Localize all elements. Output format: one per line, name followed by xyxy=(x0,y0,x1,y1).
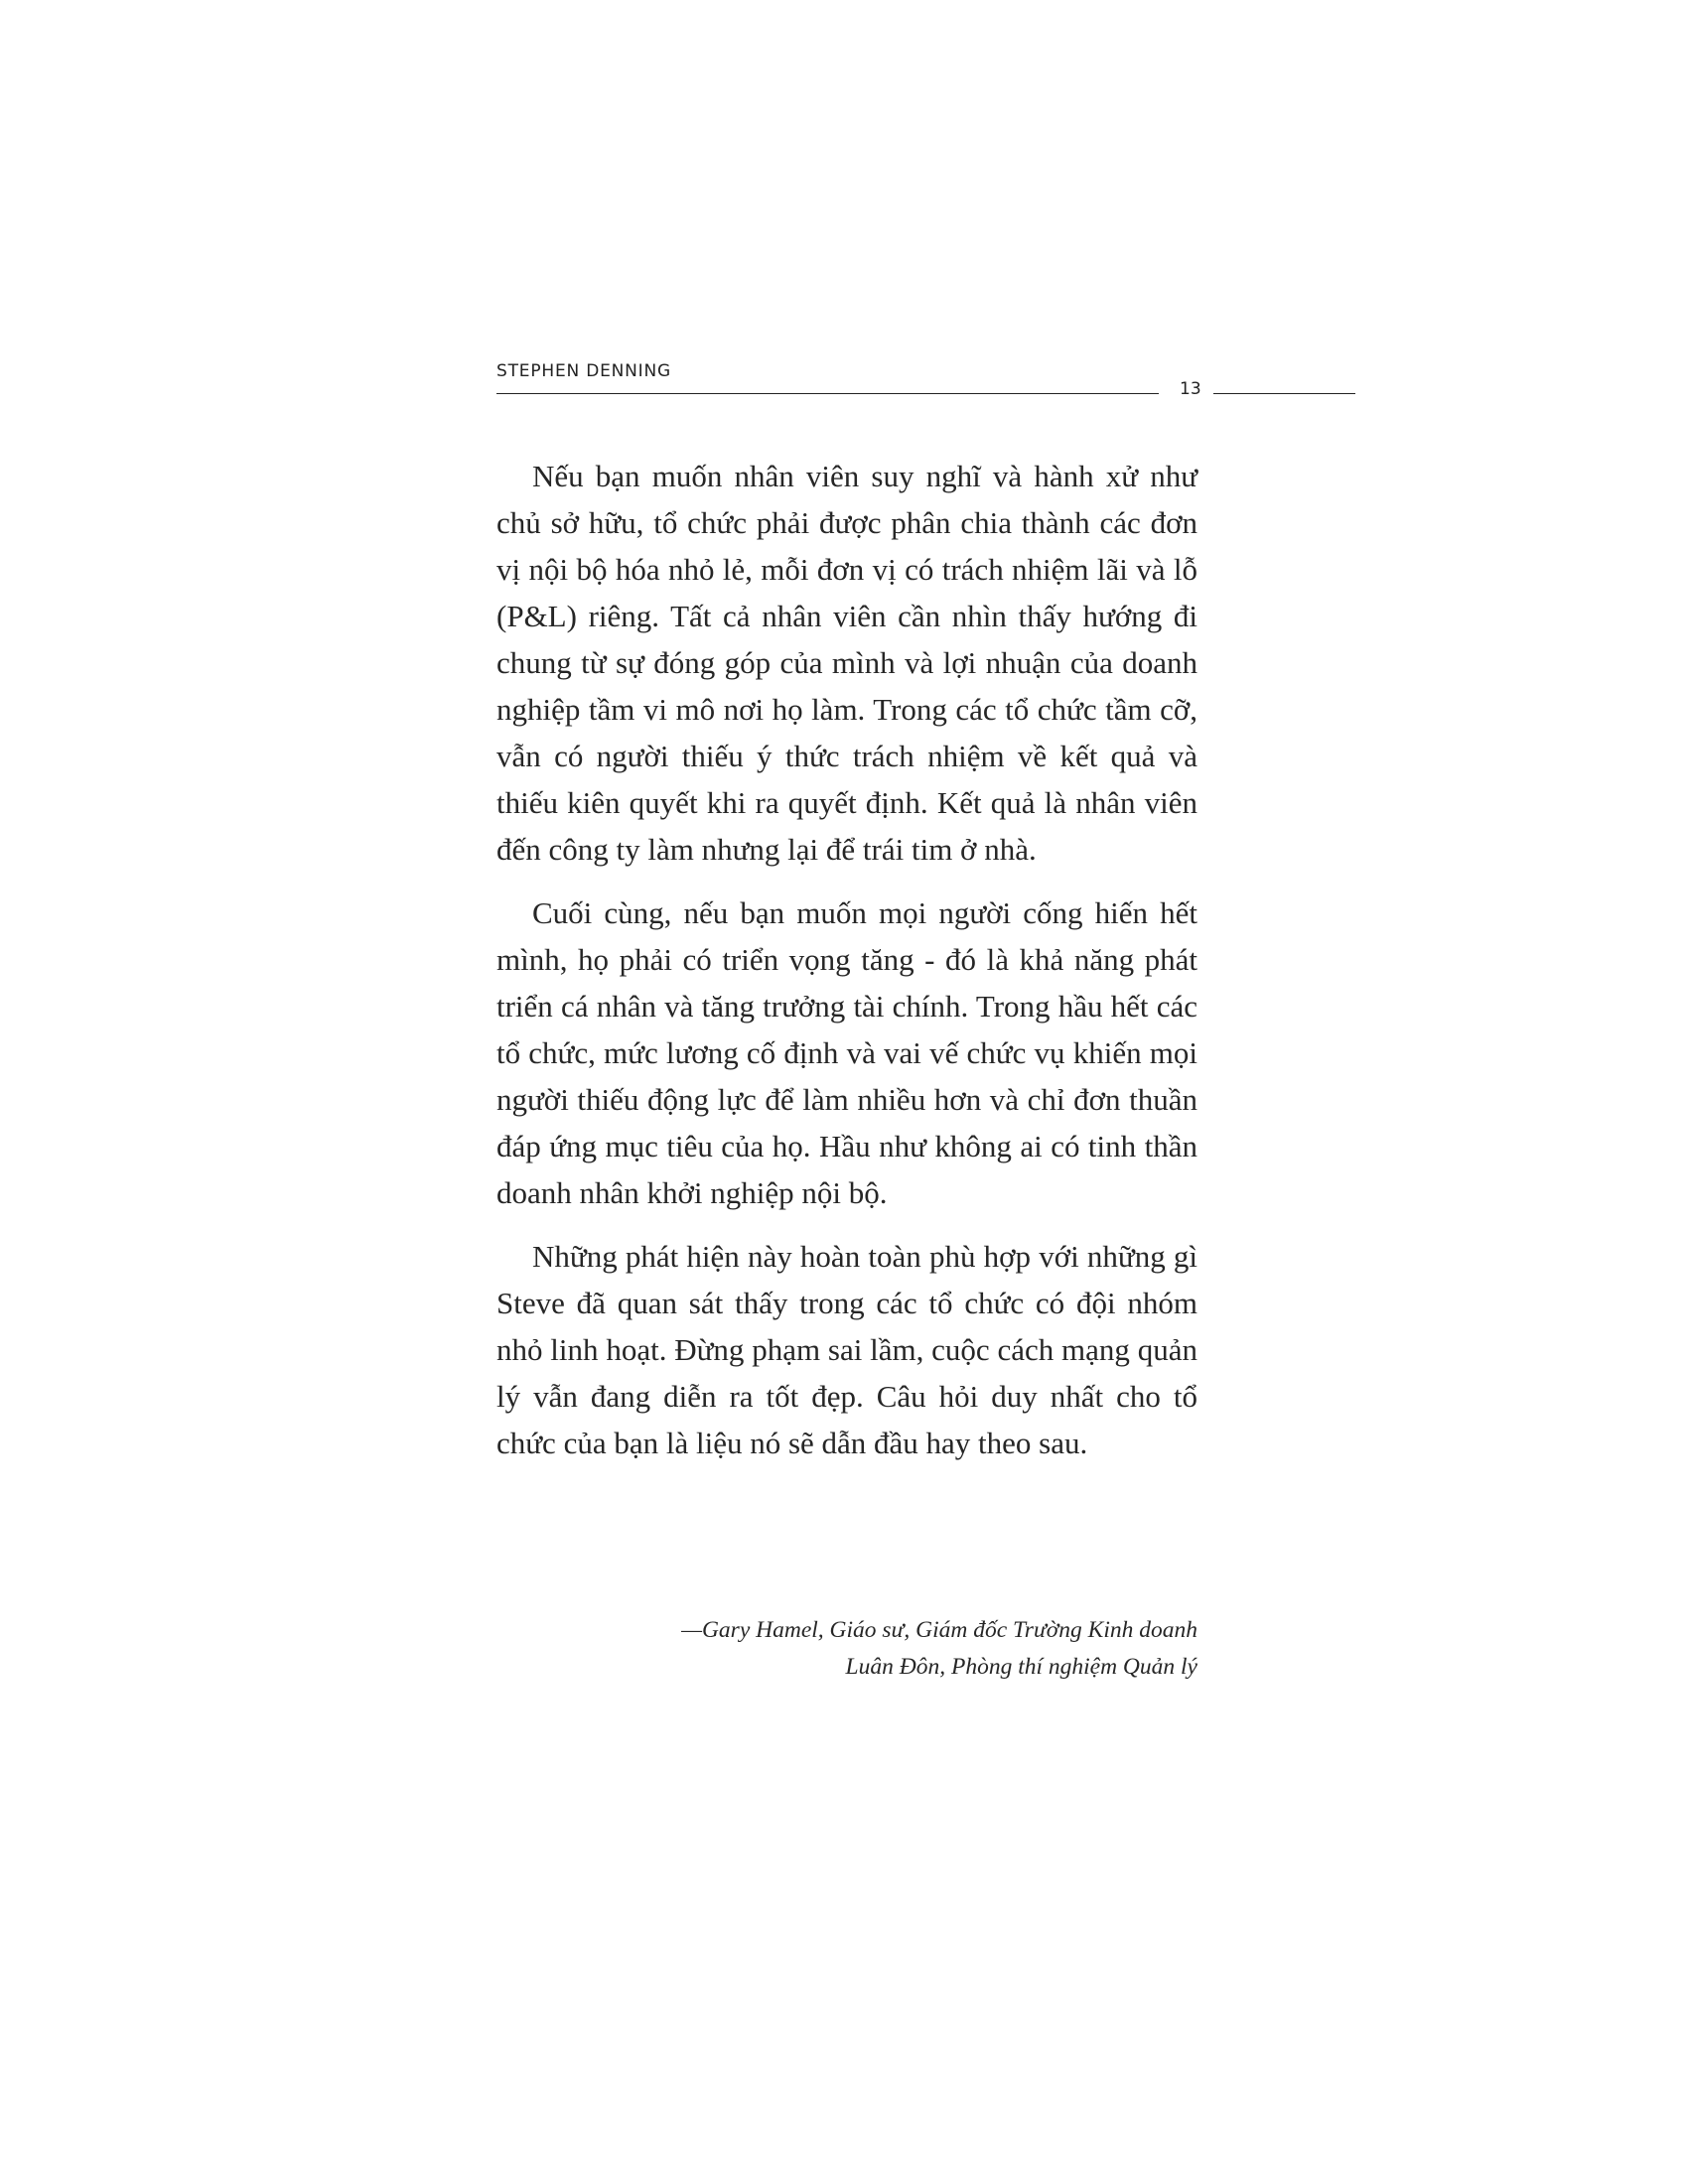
quote-attribution xyxy=(556,1612,1197,1686)
attribution-line: Luân Đôn, Phòng thí nghiệm Quản lý xyxy=(845,1654,1197,1680)
running-head-author: STEPHEN DENNING xyxy=(496,361,671,381)
attribution-line: —Gary Hamel, Giáo sư, Giám đốc Trường Kinh doanh xyxy=(681,1617,1197,1643)
main-text xyxy=(496,453,1197,1483)
header-rule-left xyxy=(496,393,1159,394)
header-rule-right xyxy=(1213,393,1355,394)
page-header xyxy=(496,361,1350,401)
paragraph: Nếu bạn muốn nhân viên suy nghĩ và hành xử như chủ sở hữu, tổ chức phải được phân chia thành các đơn vị nội bộ hóa nhỏ lẻ, mỗi đơn vị có trách nhiệm lãi và lỗ (P&L) riêng. Tất cả nhân viên cần nhìn thấy hướng đi chung từ sự đóng góp của mình và lợi nhuận của doanh nghiệp tầm vi mô nơi họ làm. Trong các tổ chức tầm cỡ, vẫn có người thiếu ý thức trách nhiệm về kết quả và thiếu kiên quyết khi ra quyết định. Kết quả là nhân viên đến công ty làm nhưng lại để trái tim ở nhà. xyxy=(496,459,1197,867)
page-number: 13 xyxy=(1180,379,1201,399)
paragraph: Những phát hiện này hoàn toàn phù hợp với những gì Steve đã quan sát thấy trong các tổ chức có đội nhóm nhỏ linh hoạt. Đừng phạm sai lầm, cuộc cách mạng quản lý vẫn đang diễn ra tốt đẹp. Câu hỏi duy nhất cho tổ chức của bạn là liệu nó sẽ dẫn đầu hay theo sau. xyxy=(496,1239,1197,1460)
paragraph: Cuối cùng, nếu bạn muốn mọi người cống hiến hết mình, họ phải có triển vọng tăng - đó là khả năng phát triển cá nhân và tăng trưởng tài chính. Trong hầu hết các tổ chức, mức lương cố định và vai vế chức vụ khiến mọi người thiếu động lực để làm nhiều hơn và chỉ đơn thuần đáp ứng mục tiêu của họ. Hầu như không ai có tinh thần doanh nhân khởi nghiệp nội bộ. xyxy=(496,895,1197,1210)
